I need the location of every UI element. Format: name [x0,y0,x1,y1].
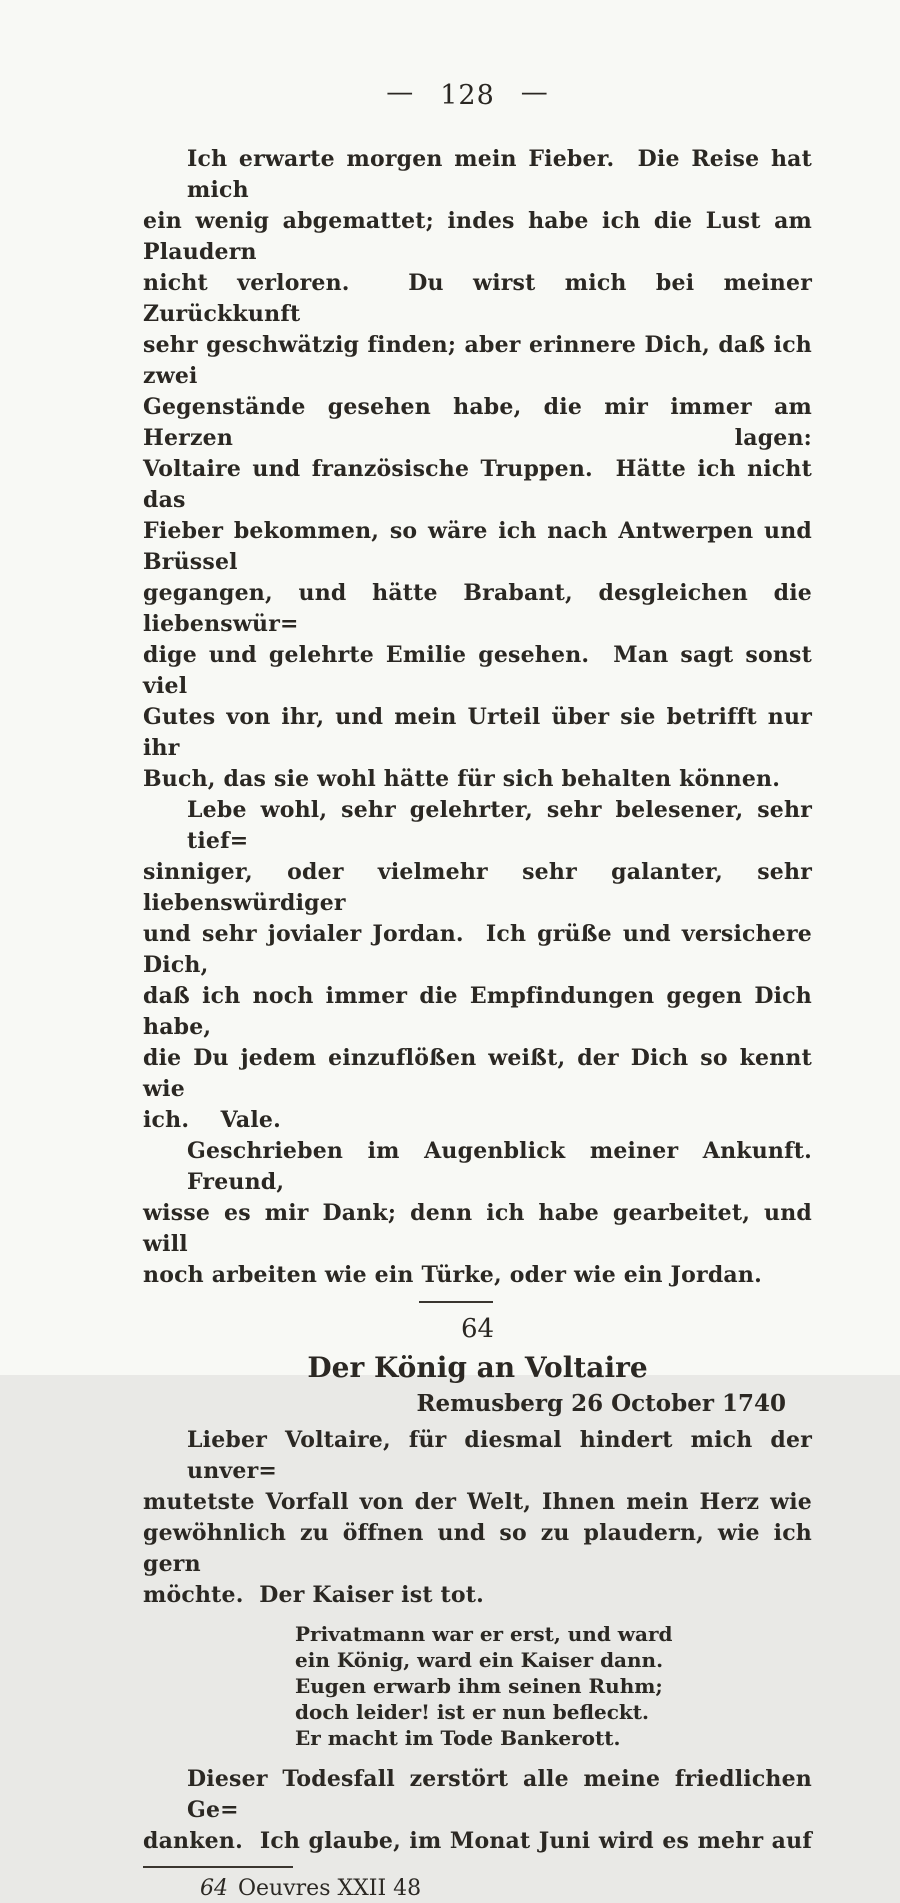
text-line: Buch, das sie wohl hätte für sich behalten können. [143,766,781,792]
text-line: gewöhnlich zu öffnen und so zu plaudern, wie ich gern [143,1520,820,1577]
page-header [123,77,812,112]
text-line: Er macht im Tode Bankerott. [295,1726,621,1750]
text-line: Lieber Voltaire, für diesmal hindert mich der unver= [187,1427,820,1484]
paragraph-letter63-3 [143,1136,828,1291]
text-line: Eugen erwarb ihm seinen Ruhm; [295,1674,663,1698]
text-line: ich. Vale. [143,1107,281,1133]
text-line: sehr geschwätzig finden; aber erinnere Dich, daß ich zwei [143,332,820,389]
text-line: daß ich noch immer die Empfindungen gegen Dich habe, [143,983,820,1040]
section-divider-rule [419,1301,493,1303]
text-line: sinniger, oder vielmehr sehr galanter, sehr liebenswürdiger [143,859,820,916]
text-line: Privatmann war er erst, und ward [295,1622,673,1646]
text-line: dige und gelehrte Emilie gesehen. Man sagt sonst viel [143,642,820,699]
text-line: Lebe wohl, sehr gelehrter, sehr belesener, sehr tief= [187,797,820,854]
footnote [143,1875,812,1903]
header-dash-right: — [520,77,549,108]
text-line: Fieber bekommen, so wäre ich nach Antwerpen und Brüssel [143,518,820,575]
text-line: Dieser Todesfall zerstört alle meine friedlichen Ge= [187,1766,820,1823]
paragraph-letter64-2 [143,1764,820,1857]
text-block [143,144,828,1903]
letter-heading: Der König an Voltaire [307,1351,648,1384]
page-number: 128 [440,80,495,111]
text-line: Ich erwarte morgen mein Fieber. Die Reise hat mich [187,146,820,203]
text-line: wisse es mir Dank; denn ich habe gearbeitet, und will [143,1200,820,1257]
text-line: Gutes von ihr, und mein Urteil über sie betrifft nur ihr [143,704,820,761]
text-line: möchte. Der Kaiser ist tot. [143,1582,484,1608]
poem-block [295,1621,812,1751]
paragraph-letter63-2 [143,795,820,1136]
text-line: gegangen, und hätte Brabant, desgleichen die liebenswür= [143,580,820,637]
paragraph-letter63-1 [143,144,820,795]
text-line: danken. Ich glaube, im Monat Juni wird es mehr auf [143,1828,812,1854]
text-line: Voltaire und französische Truppen. Hätte ich nicht das [143,456,820,513]
text-line: noch arbeiten wie ein Türke, oder wie ein Jordan. [143,1262,762,1288]
text-line: ein König, ward ein Kaiser dann. [295,1648,664,1672]
text-line: nicht verloren. Du wirst mich bei meiner Zurückkunft [143,270,820,327]
text-line: ein wenig abgemattet; indes habe ich die Lust am Plaudern [143,208,820,265]
text-line: doch leider! ist er nun befleckt. [295,1700,649,1724]
text-line: die Du jedem einzuflößen weißt, der Dich so kennt wie [143,1045,820,1102]
text-line: Gegenstände gesehen habe, die mir immer am Herzen lagen: [143,394,820,451]
footnote-number: 64 [200,1876,228,1901]
paragraph-letter64-1 [143,1425,820,1611]
text-line: Geschrieben im Augenblick meiner Ankunft. Freund, [187,1138,828,1195]
text-line: und sehr jovialer Jordan. Ich grüße und versichere Dich, [143,921,820,978]
footnote-text: Oeuvres XXII 48 [238,1876,422,1901]
header-dash-left: — [386,77,415,108]
text-line: mutetste Vorfall von der Welt, Ihnen mein Herz wie [143,1489,812,1515]
letter-number: 64 [460,1314,495,1344]
footnote-rule [143,1866,293,1868]
letter-dateline: Remusberg 26 October 1740 [416,1390,786,1417]
